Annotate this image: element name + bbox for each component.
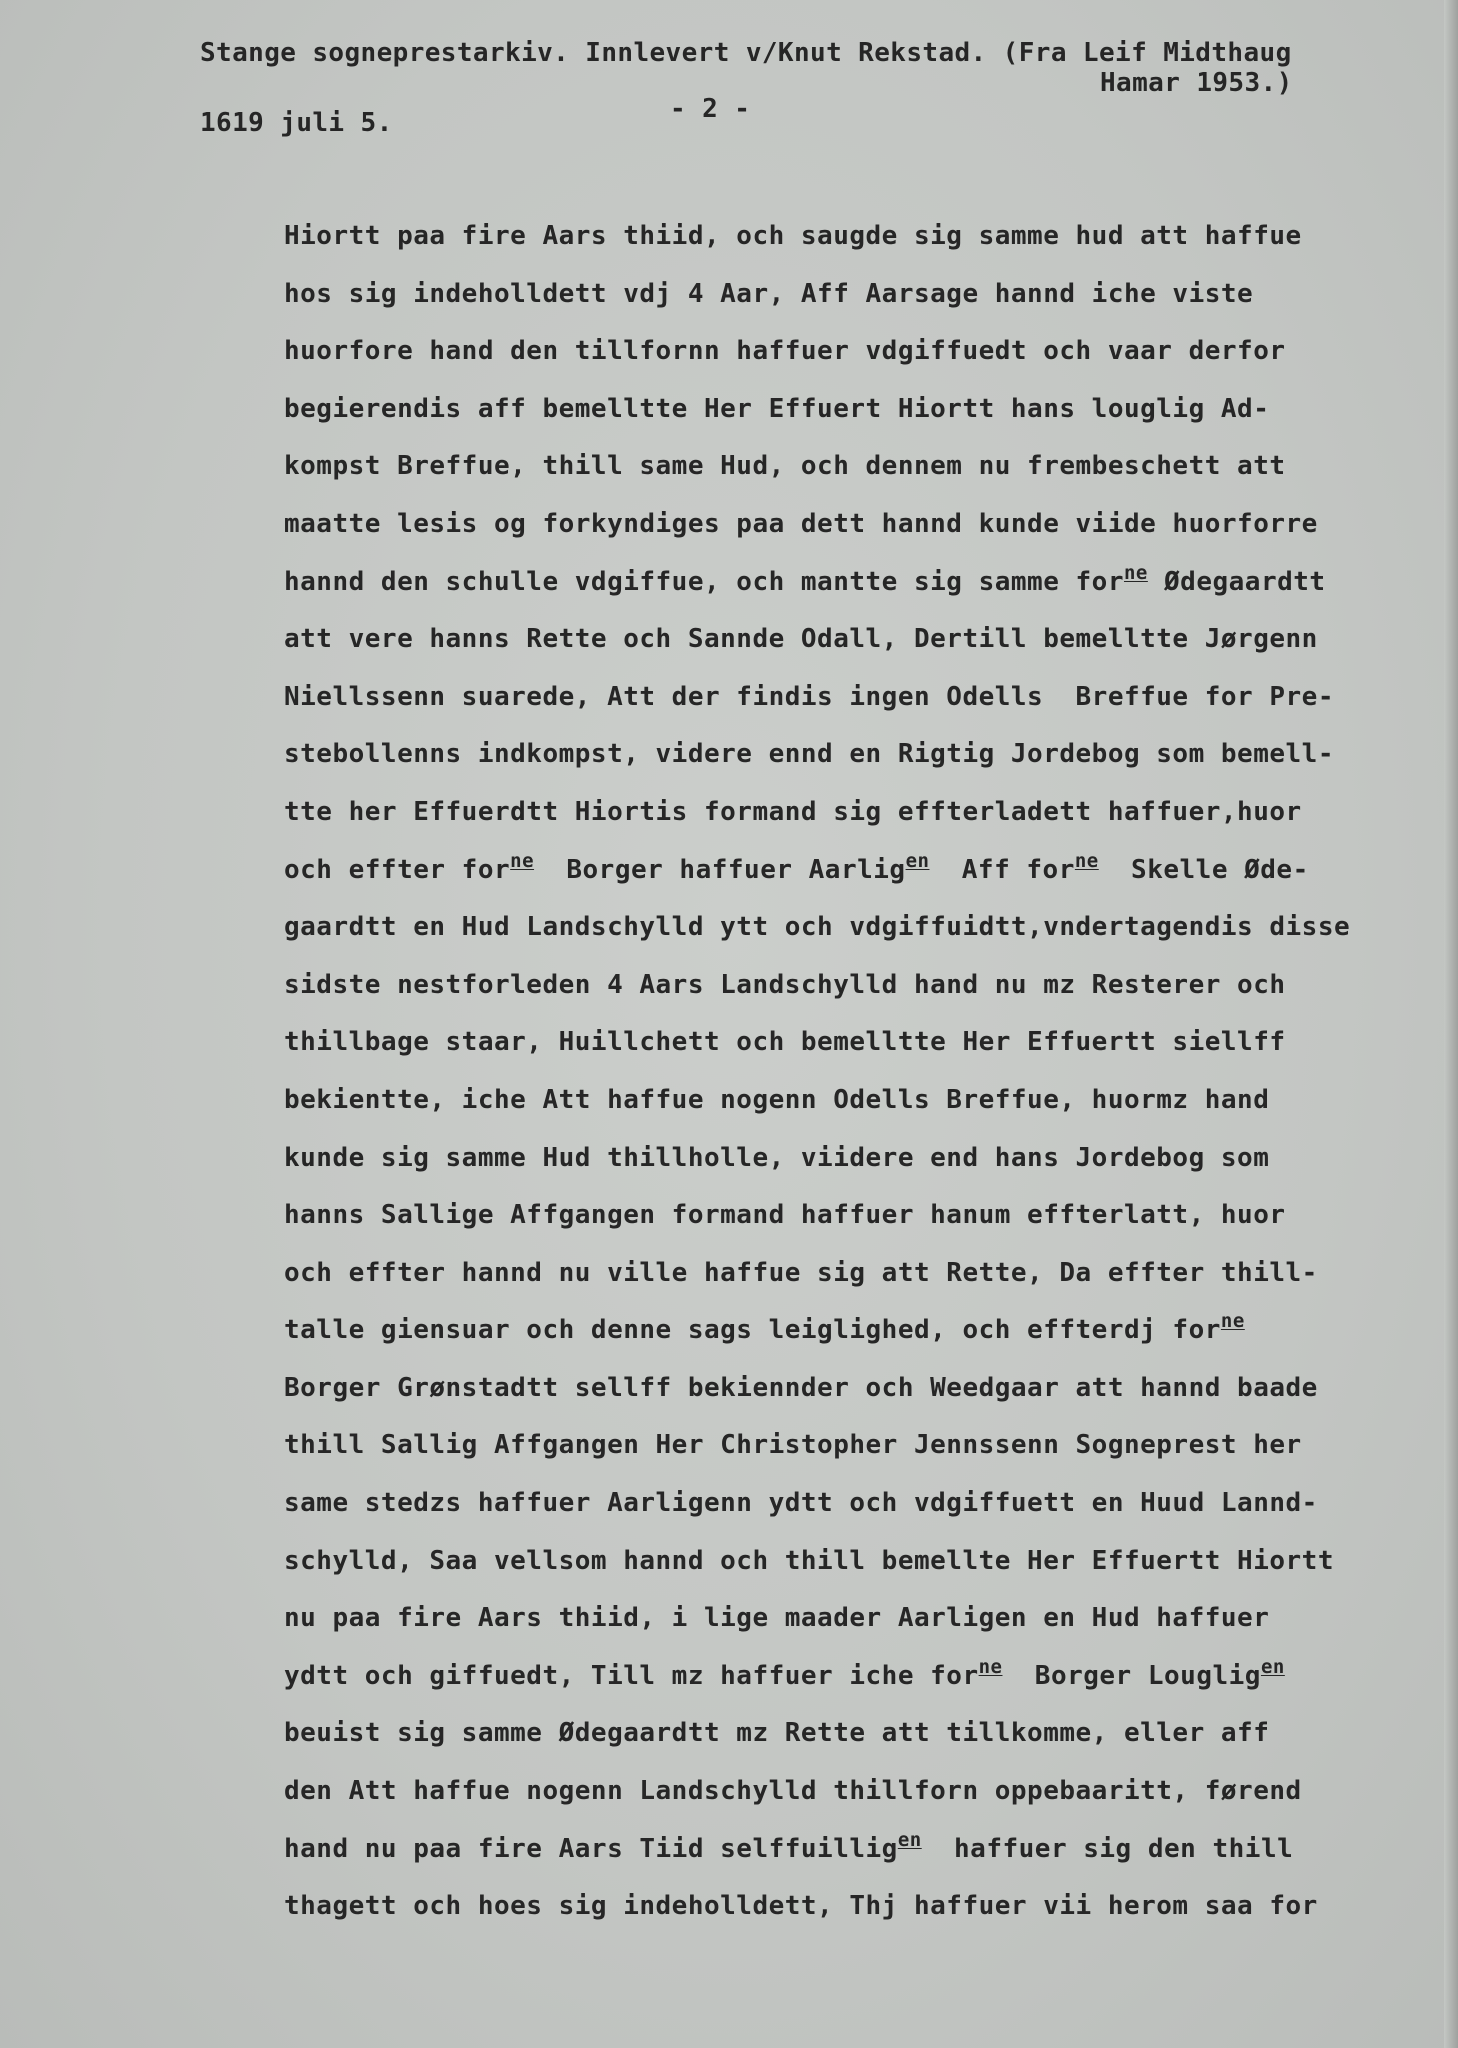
- text-line: [284, 784, 1434, 842]
- text-line: [284, 1302, 1434, 1360]
- text-segment: den Att haffue nogenn Landschylld thillforn oppebaaritt, førend: [284, 1776, 1302, 1807]
- transcription-body: [284, 208, 1434, 1936]
- text-line: [284, 1705, 1434, 1763]
- text-line: [284, 842, 1434, 900]
- superscript-abbreviation: ne: [1074, 849, 1099, 872]
- text-line: [284, 957, 1434, 1015]
- text-line: [284, 266, 1434, 324]
- superscript-abbreviation: ne: [510, 849, 535, 872]
- text-segment: thagett och hoes sig indeholldett, Thj haffuer vii herom saa for: [284, 1891, 1318, 1922]
- text-line: [284, 1187, 1434, 1245]
- text-line: [284, 1648, 1434, 1706]
- superscript-abbreviation: ne: [1220, 1310, 1245, 1333]
- text-segment: thillbage staar, Huillchett och bemelltte Her Effuertt siellff: [284, 1027, 1286, 1058]
- text-segment: att vere hanns Rette och Sannde Odall, Dertill bemelltte Jørgenn: [284, 624, 1318, 655]
- text-segment: begierendis aff bemelltte Her Effuert Hiortt hans louglig Ad-: [284, 393, 1270, 424]
- archive-reference: Stange sogneprestarkiv. Innlevert v/Knut Rekstad. (Fra Leif Midthaug: [200, 38, 1292, 68]
- text-line: [284, 496, 1434, 554]
- text-line: [284, 726, 1434, 784]
- text-segment: talle giensuar och denne sags leiglighed, och effterdj for: [284, 1315, 1221, 1346]
- superscript-abbreviation: en: [897, 1828, 922, 1851]
- text-segment: hand nu paa fire Aars Tiid selffuillig: [284, 1833, 898, 1864]
- text-line: [284, 1130, 1434, 1188]
- text-segment: Borger Louglig: [1002, 1660, 1261, 1691]
- text-line: [284, 554, 1434, 612]
- text-line: [284, 323, 1434, 381]
- text-segment: nu paa fire Aars thiid, i lige maader Aarligen en Hud haffuer: [284, 1603, 1270, 1634]
- text-line: [284, 1360, 1434, 1418]
- text-segment: maatte lesis og forkyndiges paa dett hannd kunde viide huorforre: [284, 508, 1318, 539]
- text-line: [284, 1878, 1434, 1936]
- page-number: - 2 -: [670, 94, 751, 124]
- text-segment: beuist sig samme Ødegaardtt mz Rette att tillkomme, eller aff: [284, 1718, 1270, 1749]
- text-segment: kompst Breffue, thill same Hud, och dennem nu frembeschett att: [284, 451, 1286, 482]
- text-line: [284, 1014, 1434, 1072]
- text-line: [284, 1821, 1434, 1879]
- text-line: [284, 438, 1434, 496]
- text-line: [284, 1072, 1434, 1130]
- text-segment: sidste nestforleden 4 Aars Landschylld hand nu mz Resterer och: [284, 969, 1286, 1000]
- text-line: [284, 669, 1434, 727]
- text-segment: Borger haffuer Aarlig: [534, 854, 906, 885]
- text-segment: ydtt och giffuedt, Till mz haffuer iche for: [284, 1660, 979, 1691]
- superscript-abbreviation: en: [1260, 1655, 1285, 1678]
- text-segment: bekientte, iche Att haffue nogenn Odells Breffue, huormz hand: [284, 1084, 1270, 1115]
- text-segment: thill Sallig Affgangen Her Christopher Jennssenn Sogneprest her: [284, 1430, 1302, 1461]
- text-line: [284, 611, 1434, 669]
- text-segment: hannd den schulle vdgiffue, och mantte sig samme for: [284, 566, 1124, 597]
- text-segment: same stedzs haffuer Aarligenn ydtt och vdgiffuett en Huud Lannd-: [284, 1488, 1318, 1519]
- text-segment: hos sig indeholldett vdj 4 Aar, Aff Aarsage hannd iche viste: [284, 278, 1254, 309]
- text-segment: Ødegaardtt: [1147, 566, 1326, 597]
- text-line: [284, 899, 1434, 957]
- text-segment: Aff for: [929, 854, 1075, 885]
- text-segment: kunde sig samme Hud thillholle, viidere end hans Jordebog som: [284, 1142, 1270, 1173]
- text-line: [284, 1475, 1434, 1533]
- text-line: [284, 381, 1434, 439]
- text-segment: och effter hannd nu ville haffue sig att Rette, Da effter thill-: [284, 1257, 1318, 1288]
- text-segment: Niellssenn suarede, Att der findis ingen Odells Breffue for Pre-: [284, 681, 1334, 712]
- superscript-abbreviation: en: [905, 849, 930, 872]
- text-line: [284, 208, 1434, 266]
- document-date: 1619 juli 5.: [200, 108, 393, 138]
- text-line: [284, 1590, 1434, 1648]
- archive-reference-continued: Hamar 1953.): [1100, 68, 1293, 98]
- text-segment: hanns Sallige Affgangen formand haffuer hanum effterlatt, huor: [284, 1200, 1286, 1231]
- text-segment: och effter for: [284, 854, 511, 885]
- text-segment: stebollenns indkompst, videre ennd en Rigtig Jordebog som bemell-: [284, 739, 1334, 770]
- superscript-abbreviation: ne: [978, 1655, 1003, 1678]
- text-segment: Borger Grønstadtt sellff bekiennder och Weedgaar att hannd baade: [284, 1372, 1318, 1403]
- text-segment: huorfore hand den tillfornn haffuer vdgiffuedt och vaar derfor: [284, 336, 1286, 367]
- text-segment: haffuer sig den thill: [921, 1833, 1294, 1864]
- text-segment: Hiortt paa fire Aars thiid, och saugde sig samme hud att haffue: [284, 221, 1302, 251]
- page-edge: [1444, 0, 1458, 2048]
- superscript-abbreviation: ne: [1123, 561, 1148, 584]
- text-segment: Skelle Øde-: [1098, 854, 1309, 885]
- text-segment: schylld, Saa vellsom hannd och thill bemellte Her Effuertt Hiortt: [284, 1545, 1334, 1576]
- text-line: [284, 1417, 1434, 1475]
- text-line: [284, 1245, 1434, 1303]
- text-segment: tte her Effuerdtt Hiortis formand sig effterladett haffuer,huor: [284, 796, 1302, 827]
- text-segment: gaardtt en Hud Landschylld ytt och vdgiffuidtt,vndertagendis disse: [284, 912, 1351, 943]
- text-line: [284, 1533, 1434, 1591]
- text-line: [284, 1763, 1434, 1821]
